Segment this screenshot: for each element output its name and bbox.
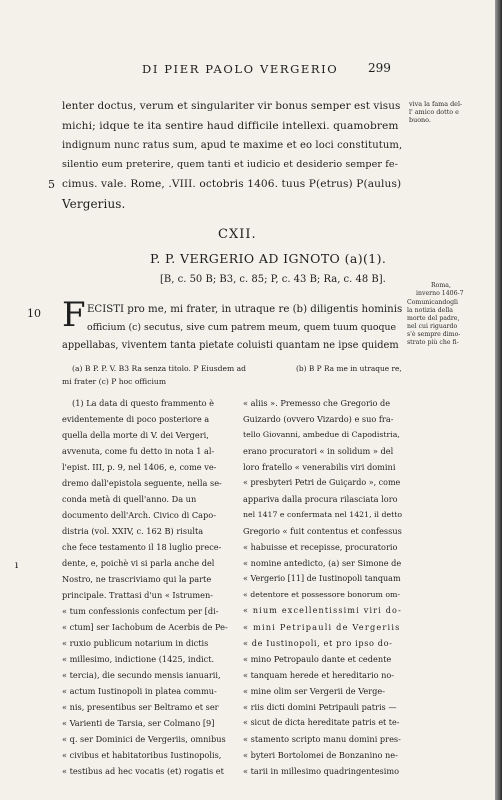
- commentary-line: evidentemente di poco posteriore a: [62, 414, 210, 424]
- letter-title: P. P. VERGERIO AD IGNOTO (a)(1).: [150, 251, 387, 266]
- side-note-line: la notizia della: [407, 307, 453, 314]
- commentary-line: Nostro, ne trascriviamo qui la parte: [62, 574, 212, 584]
- commentary-line: « nomine antedicto, (a) ser Simone de: [243, 558, 402, 568]
- commentary-line: documento dell'Arch. Civico di Capo-: [62, 510, 216, 520]
- commentary-line: appariva dalla procura rilasciata loro: [243, 494, 398, 504]
- commentary-line: l'epist. III, p. 9, nel 1406, e, come ve-: [62, 462, 217, 472]
- commentary-line: distria (vol. XXIV, c. 162 B) risulta: [62, 526, 204, 536]
- commentary-line: « presbyteri Petri de Guiçardo », come: [243, 478, 401, 487]
- letter-number: CXII.: [218, 227, 257, 242]
- commentary-line: « sicut de dicta hereditate patris et te-: [243, 718, 400, 727]
- margin-mark: ı: [15, 560, 19, 571]
- commentary-line: tello Giovanni, ambedue di Capodistria,: [243, 430, 400, 439]
- page-number: 299: [368, 61, 391, 75]
- commentary-line: principale. Trattasi d'un « Istrumen-: [62, 590, 213, 600]
- commentary-line: « aliis ». Premesso che Gregorio de: [243, 398, 391, 408]
- line-number: 5: [48, 178, 55, 191]
- commentary-line: Guizardo (ovvero Vizardo) e suo fra-: [243, 414, 394, 424]
- text-line: Vergerius.: [62, 197, 126, 211]
- commentary-line: erano procuratori « in solidum » del: [243, 446, 394, 456]
- commentary-line: « tum confessionis confectum per [di-: [62, 606, 219, 616]
- letter-sources: [B, c. 50 B; B3, c. 85; P, c. 43 B; Ra, c. 48 B].: [160, 274, 386, 285]
- text-line: silentio eum preterire, quem tanti et iudicio et desiderio semper fe-: [62, 159, 399, 170]
- page-edge: [495, 0, 502, 800]
- commentary-line: « ruxio publicum notarium in dictis: [62, 638, 209, 648]
- text-line: cimus. vale. Rome, .VIII. octobris 1406. tuus P(etrus) P(aulus): [62, 178, 402, 190]
- commentary-line: « mine olim ser Vergerii de Verge-: [243, 686, 386, 696]
- side-note-line: strato più che fi-: [407, 339, 459, 346]
- side-note-line: Comunicandogli: [407, 299, 459, 306]
- commentary-line: (1) La data di questo frammento è: [72, 398, 215, 408]
- side-note-line: l' amico dotto e: [409, 108, 459, 116]
- commentary-line: « riis dicti domini Petripauli patris —: [243, 702, 397, 712]
- commentary-line: avvenuta, come fu detto in nota 1 al-: [62, 446, 215, 456]
- text-line: appellabas, viventem tanta pietate coluisti quantam ne ipse quidem: [62, 340, 399, 351]
- commentary-line: « ctum] ser Iachobum de Acerbis de Pe-: [62, 622, 228, 632]
- side-note-line: buono.: [409, 116, 431, 124]
- commentary-line: che fece testamento il 18 luglio prece-: [62, 542, 222, 552]
- text-line: michi; idque te ita sentire haud difficile intellexi. quamobrem: [62, 120, 399, 132]
- commentary-line: « stamento scripto manu domini pres-: [243, 734, 401, 744]
- drop-cap: F: [62, 295, 86, 335]
- side-note-line: morte del padre,: [407, 315, 460, 322]
- commentary-line: « byteri Bortolomei de Bonzanino ne-: [243, 750, 398, 760]
- text-line: indignum nunc ratus sum, apud te maxime et eo loci constitutum,: [62, 140, 403, 151]
- line-number: 10: [27, 307, 41, 320]
- text-line: officium (c) secutus, sive cum patrem meum, quem tuum quoque: [87, 322, 397, 333]
- commentary-line: « Vergerio [11] de Iustinopoli tanquam: [243, 574, 401, 583]
- commentary-line: quella della morte di V. dei Vergeri,: [62, 430, 209, 440]
- commentary-line: loro fratello « venerabilis viri domini: [243, 462, 396, 472]
- commentary-line: « civibus et habitatoribus Iustinopolis,: [62, 750, 222, 760]
- commentary-line: « q. ser Dominici de Vergeriis, omnibus: [62, 734, 226, 744]
- text-line: lenter doctus, verum et singulariter vir bonus semper est visus: [62, 100, 401, 112]
- commentary-line: Gregorio « fuit contentus et confessus: [243, 526, 402, 536]
- side-note-line: Roma,: [431, 282, 451, 289]
- commentary-line: « de Iustinopoli, et pro ipso do-: [243, 638, 393, 648]
- commentary-line: « Varienti de Tarsia, ser Colmano [9]: [62, 718, 215, 728]
- commentary-line: « nium excellentissimi viri do-: [243, 606, 402, 615]
- commentary-line: « tarii in millesimo quadringentesimo: [243, 766, 400, 776]
- apparatus-line: mi frater (c) P hoc officium: [62, 377, 167, 386]
- commentary-line: « millesimo, indictione (1425, indict.: [62, 654, 215, 664]
- apparatus-line: (a) B P. P. V. B3 Ra senza titolo. P Eiusdem ad: [72, 364, 246, 373]
- commentary-line: « tercia), die secundo mensis ianuarii,: [62, 670, 221, 680]
- commentary-line: « testibus ad hec vocatis (et) rogatis et: [62, 766, 224, 776]
- running-head: DI PIER PAOLO VERGERIO: [142, 62, 339, 76]
- commentary-line: dente, e, poichè vi si parla anche del: [62, 558, 215, 568]
- commentary-line: « mino Petropaulo dante et cedente: [243, 654, 392, 664]
- commentary-line: « nis, presentibus ser Beltramo et ser: [62, 702, 219, 712]
- commentary-line: dremo dall'epistola seguente, nella se-: [62, 478, 222, 488]
- commentary-line: conda metà di quell'anno. Da un: [62, 494, 197, 504]
- apparatus-line: (b) B P Ra me in utraque re,: [296, 364, 402, 373]
- commentary-line: « mini Petripauli de Vergeriis: [243, 622, 401, 632]
- side-note-line: s'è sempre dimo-: [407, 331, 461, 338]
- commentary-line: nel 1417 e confermata nel 1421, il detto: [243, 510, 403, 519]
- side-note-line: viva la fama del-: [409, 100, 463, 108]
- side-note-line: inverno 1406-7: [416, 290, 464, 297]
- commentary-line: « detentore et possessore bonorum om-: [243, 590, 401, 599]
- text-line: ECISTI pro me, mi frater, in utraque re (b) diligentis hominis: [87, 304, 403, 315]
- side-note-line: nel cui riguardo: [407, 323, 458, 330]
- commentary-line: « habuisse et recepisse, procuratorio: [243, 542, 398, 552]
- commentary-line: « tanquam herede et hereditario no-: [243, 670, 395, 680]
- commentary-line: « actum Iustinopoli in platea commu-: [62, 686, 217, 696]
